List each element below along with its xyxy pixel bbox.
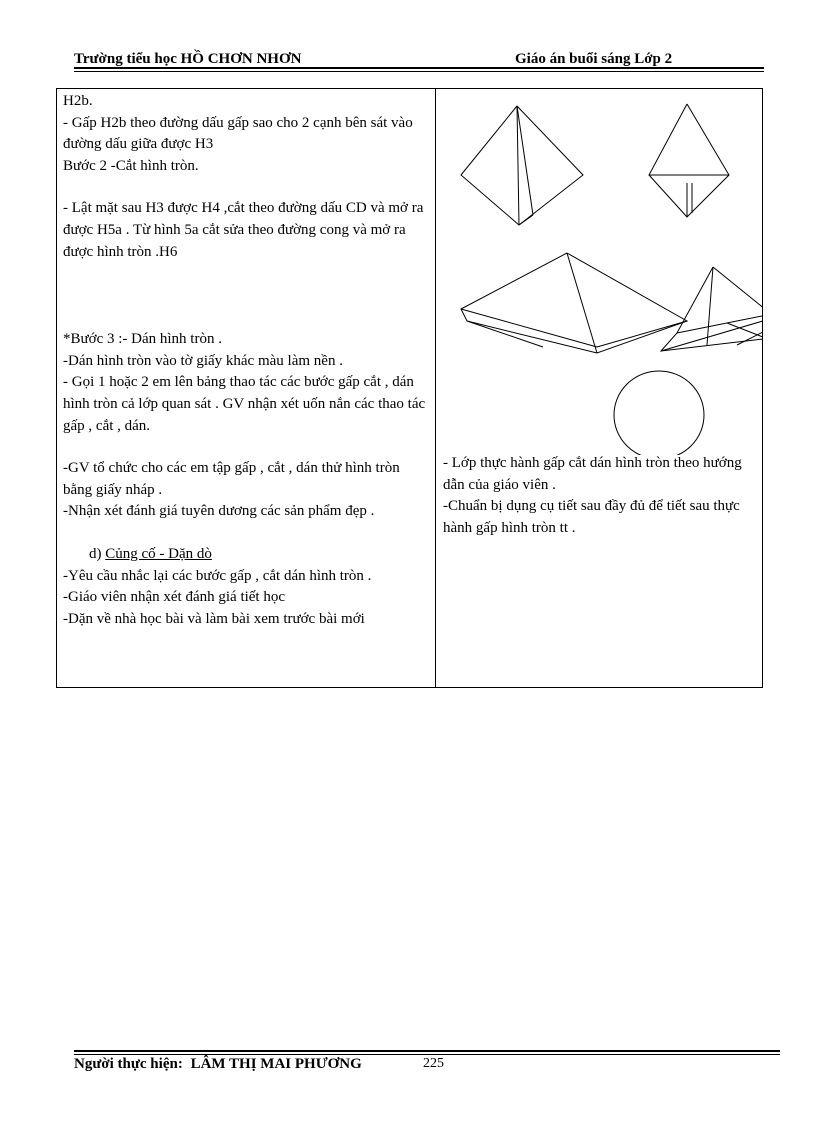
column-divider [435,89,436,687]
text-line: -Yêu cầu nhắc lại các bước gấp , cắt dán hình tròn . [63,567,372,584]
text-line: -Chuẩn bị dụng cụ tiết sau đầy đủ để tiết sau thực hành gấp hình tròn tt . [443,498,740,536]
author-label: Người thực hiện: [74,1056,183,1072]
footer-rule-thin [74,1054,780,1055]
header-rule-thin [74,71,764,72]
figure-h5a [461,253,687,353]
text-line: - Gọi 1 hoặc 2 em lên bảng thao tác các bước gấp cắt , dán hình tròn cả lớp quan sát . GV nhận xét uốn nắn các thao tác gấp , cắt , dán. [63,374,426,434]
figure-h4 [649,104,729,217]
figure-h6-circle [614,371,704,455]
folding-figures [437,95,763,455]
school-name: Trường tiểu học HỒ CHƠN NHƠN [74,51,302,67]
student-activities-column [443,453,753,539]
teacher-activities-column [63,91,429,630]
figure-h3 [461,106,583,225]
section-title: Củng cố - Dặn dò [105,545,212,562]
header-rule [74,67,764,69]
text-line: -Dặn về nhà học bài và làm bài xem trước bài mới [63,610,365,627]
page-number: 225 [423,1056,444,1071]
text-line: - Lật mặt sau H3 được H4 ,cắt theo đường dấu CD và mở ra được H5a . Từ hình 5a cắt sửa theo đường cong và mở ra được hình tròn .H6 [63,200,424,260]
text-line: - Lớp thực hành gấp cắt dán hình tròn theo hướng dẫn của giáo viên . [443,455,742,493]
section-prefix: d) [89,545,106,562]
lesson-plan-title: Giáo án buổi sáng Lớp 2 [515,51,673,67]
text-line: -Dán hình tròn vào tờ giấy khác màu làm nền . [63,352,343,369]
lesson-table [56,88,763,688]
footer-rule [74,1050,780,1052]
text-line: H2b. [63,93,93,109]
figure-h5b [661,267,763,351]
text-line: - Gấp H2b theo đường dấu gấp sao cho 2 cạnh bên sát vào đường dấu giữa được H3 [63,114,413,153]
text-line: Bước 2 -Cắt hình tròn. [63,157,199,174]
text-line: -Giáo viên nhận xét đánh giá tiết học [63,589,286,606]
section-heading [63,544,429,566]
text-line: -GV tổ chức cho các em tập gấp , cắt , dán thử hình tròn bằng giấy nháp . [63,460,400,498]
text-line: *Bước 3 :- Dán hình tròn . [63,331,222,348]
page-footer [74,1056,362,1073]
text-line: -Nhận xét đánh giá tuyên dương các sản phẩm đẹp . [63,503,375,520]
author-name: LÂM THỊ MAI PHƯƠNG [190,1056,362,1072]
